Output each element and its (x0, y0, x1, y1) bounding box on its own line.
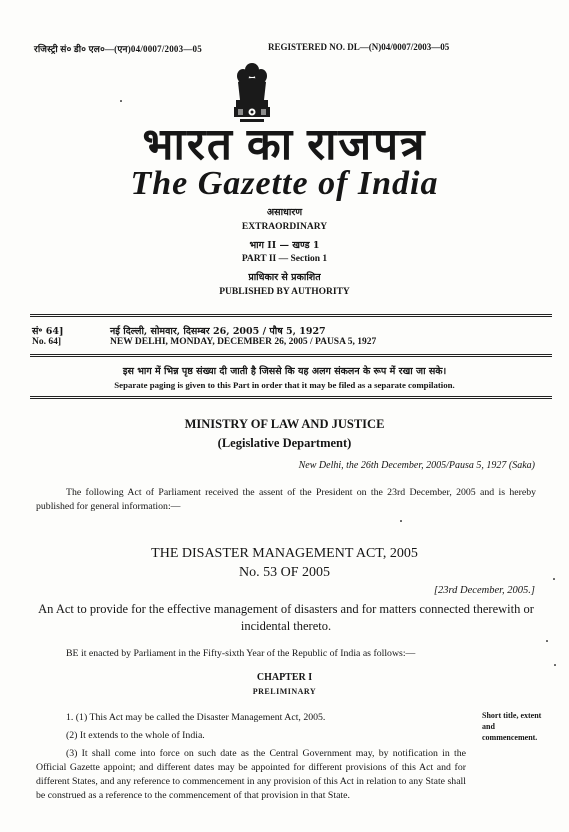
ministry-heading: MINISTRY OF LAW AND JUSTICE (184, 417, 385, 431)
divider-top (30, 314, 552, 317)
part-label: PART II — Section 1 (241, 254, 328, 264)
chapter-title: PRELIMINARY (252, 687, 317, 696)
scan-speck (546, 640, 548, 642)
enacting-clause: BE it enacted by Parliament in the Fifty-sixth Year of the Republic of India as follows:— (66, 648, 416, 659)
section-1-clause-3: (3) It shall come into force on such date as the Central Government may, by notification in the Official Gazette appoint; and different dates may be appointed for different provisions of this Act and for different States, and any reference to commencement in any provision of this Act in relation to any State shall be construed as a reference to the commencement of that provision in that State. (36, 748, 466, 801)
section-1-clause-2: (2) It extends to the whole of India. (66, 730, 205, 741)
scan-speck (554, 664, 556, 666)
notification-dateline: New Delhi, the 26th December, 2005/Pausa 5, 1927 (Saka) (298, 460, 535, 471)
paging-note-english: Separate paging is given to this Part in order that it may be filed as a separate compilation. (114, 380, 455, 390)
extraordinary-label: EXTRAORDINARY (241, 222, 328, 232)
gazette-title-english: The Gazette of India (130, 165, 439, 202)
scan-speck (400, 520, 402, 522)
registration-number-hindi: रजिस्ट्री सं० डी० एल०—(एन)04/0007/2003—05 (34, 44, 202, 54)
assent-date: [23rd December, 2005.] (433, 585, 535, 596)
issue-number-english: No. 64] (32, 337, 62, 347)
extraordinary-hindi: असाधारण (266, 207, 303, 218)
act-number: No. 53 OF 2005 (238, 565, 330, 580)
scan-speck (553, 578, 555, 580)
divider-middle (30, 354, 552, 357)
gazette-title-hindi: भारत का राजपत्र (142, 120, 427, 169)
paging-note-hindi: इस भाग में भिन्न पृष्ठ संख्या दी जाती है जिससे कि यह अलग संकलन के रूप में रखा जा सके। (122, 366, 447, 377)
notification-intro: The following Act of Parliament received the assent of the President on the 23rd December, 2005 and is hereby published for general information:— (36, 487, 536, 512)
issue-date-hindi: नई दिल्ली, सोमवार, दिसम्बर 26, 2005 / पौष 5, 1927 (110, 326, 326, 337)
chapter-heading: CHAPTER I (256, 672, 313, 683)
department-heading: (Legislative Department) (217, 436, 352, 450)
scan-speck (120, 100, 122, 102)
issue-number-hindi: सं॰ 64] (32, 326, 64, 337)
published-by-authority: PUBLISHED BY AUTHORITY (219, 287, 350, 297)
margin-note: Short title, extent and commencement. (482, 711, 542, 742)
authority-hindi: प्राधिकार से प्रकाशित (248, 272, 321, 283)
section-1-clause-1: 1. (1) This Act may be called the Disaster Management Act, 2005. (66, 712, 326, 723)
act-title: THE DISASTER MANAGEMENT ACT, 2005 (151, 546, 418, 561)
registration-number-english: REGISTERED NO. DL—(N)04/0007/2003—05 (268, 42, 450, 52)
issue-date-english: NEW DELHI, MONDAY, DECEMBER 26, 2005 / PAUSA 5, 1927 (110, 337, 377, 347)
act-long-title: An Act to provide for the effective management of disasters and for matters connected therewith or incidental thereto. (38, 602, 534, 633)
part-hindi: भाग II — खण्ड 1 (249, 240, 320, 251)
divider-bottom (30, 396, 552, 399)
